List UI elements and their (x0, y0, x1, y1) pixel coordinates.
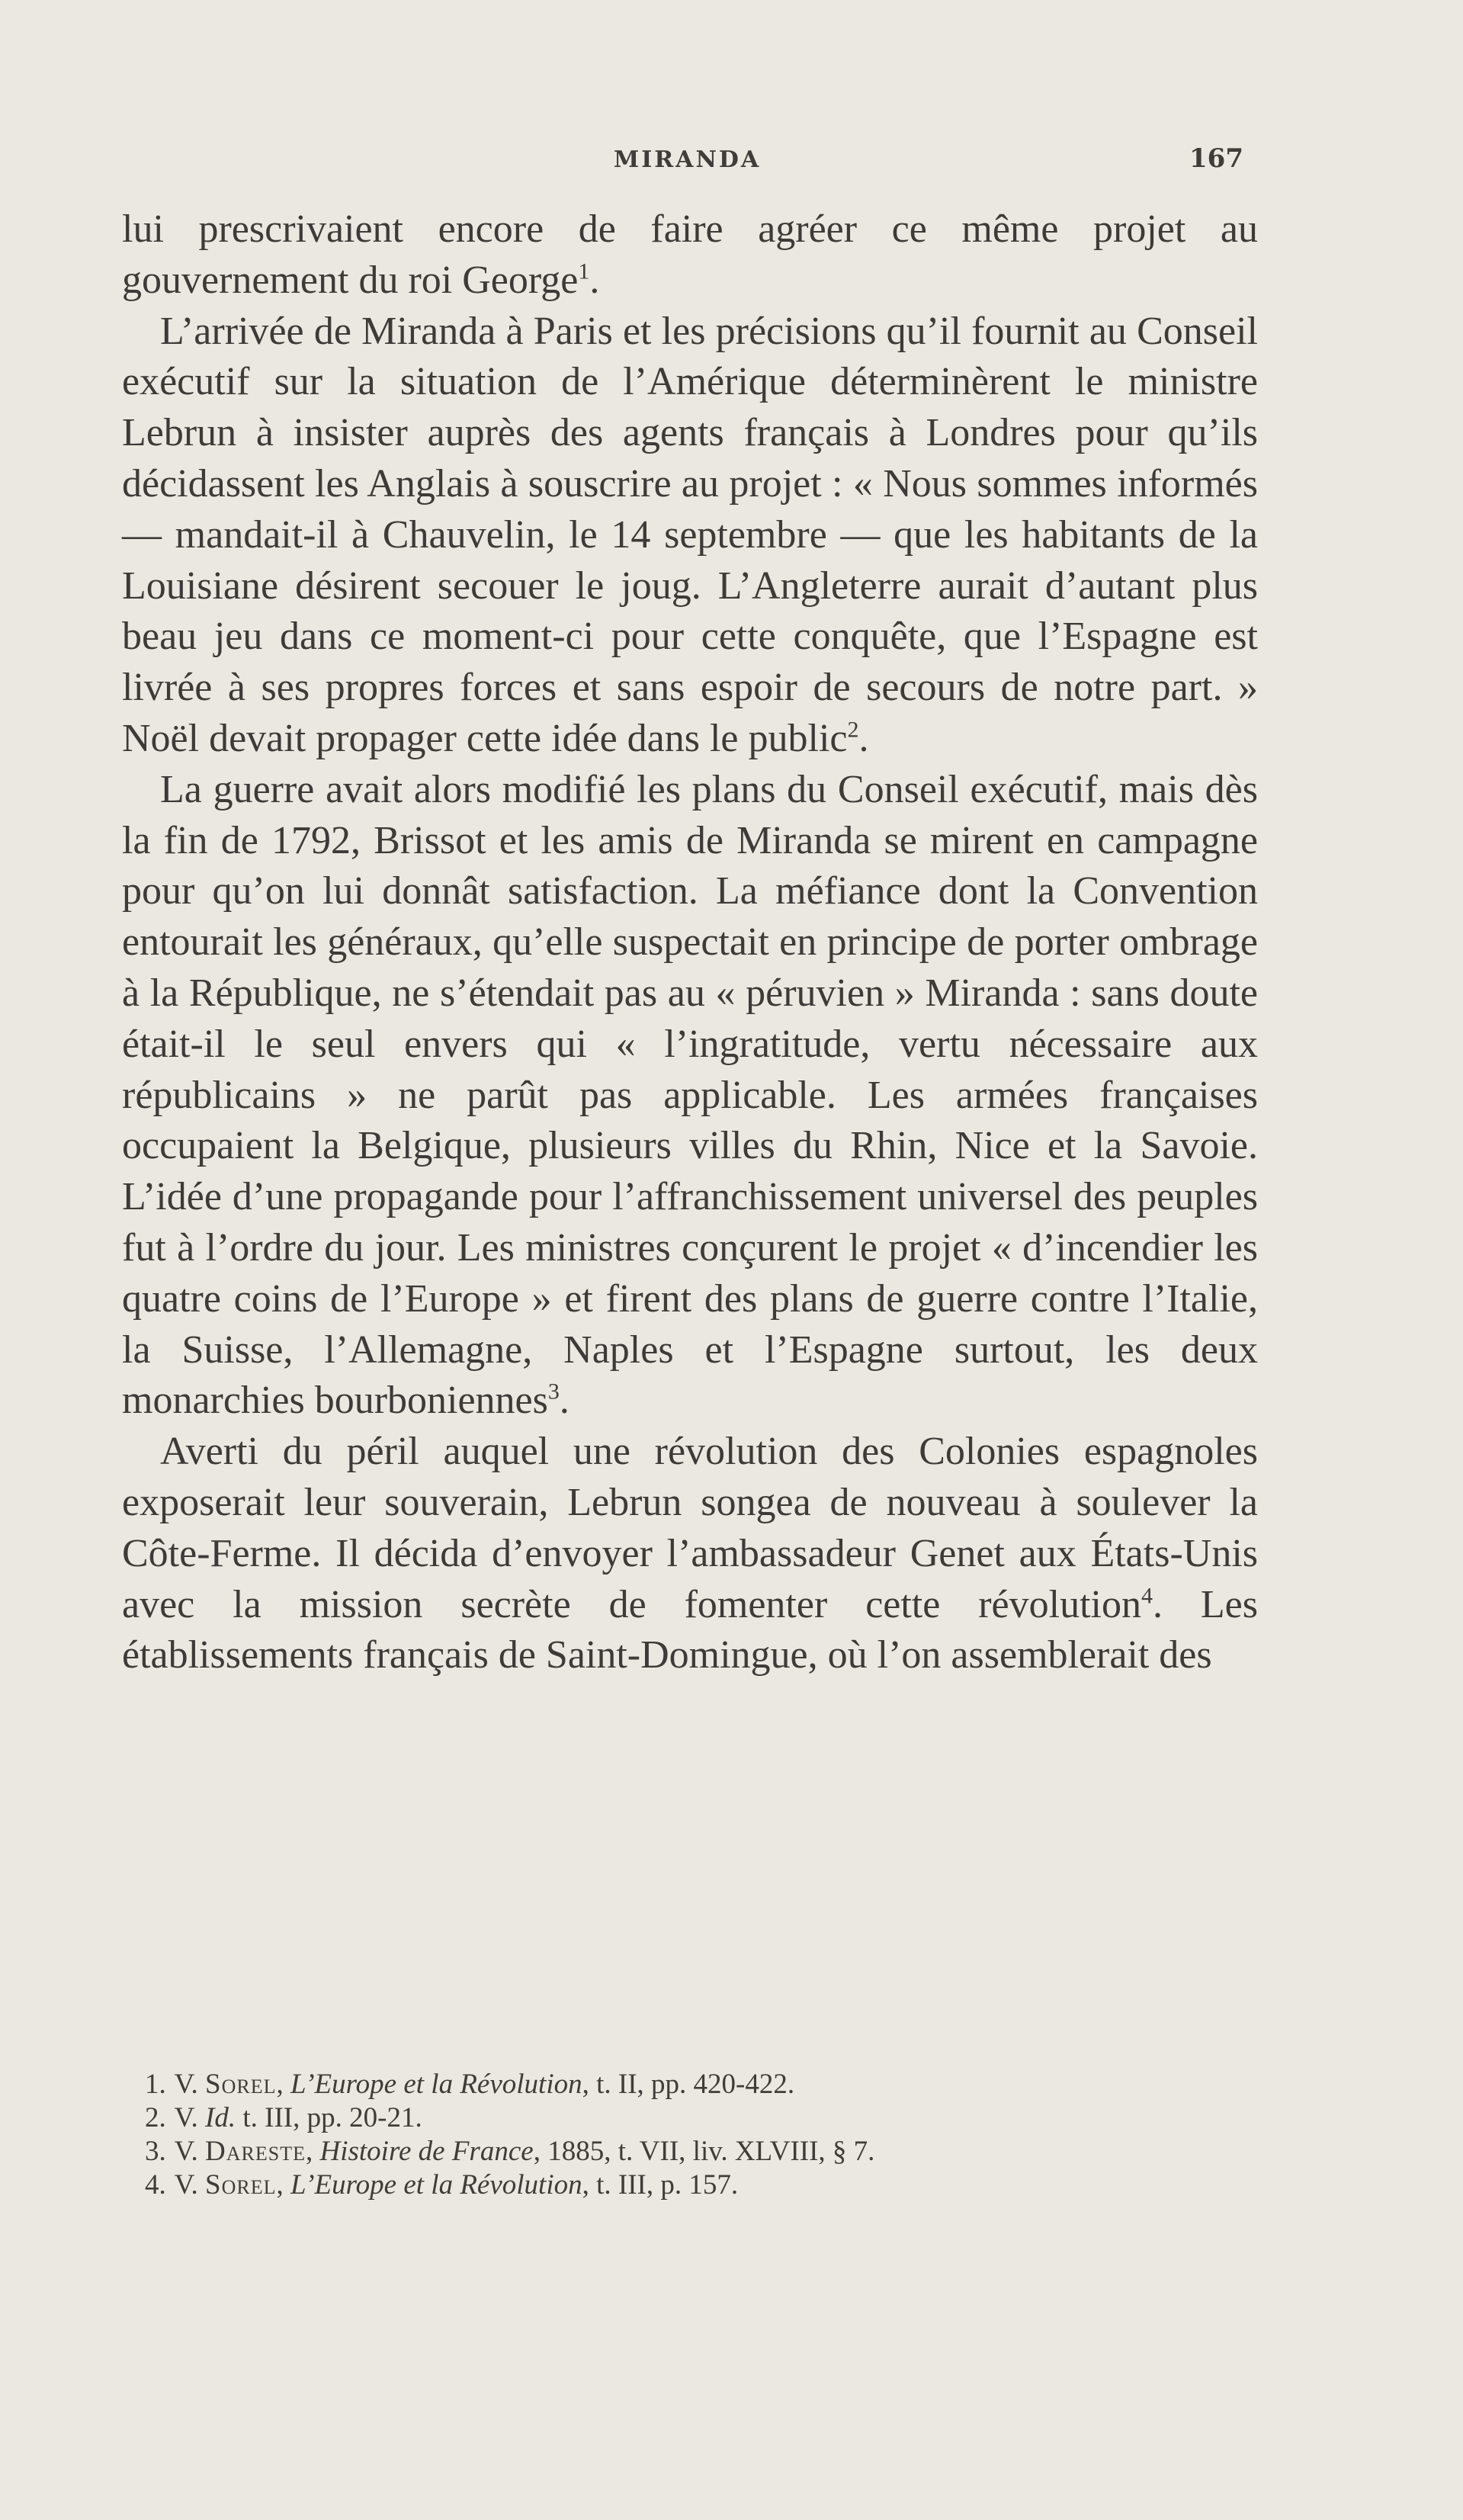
author-name: Sorel (205, 2169, 277, 2201)
paragraph-2-text: L’arrivée de Miranda à Paris et les précisions qu’il fournit au Conseil exécutif sur la situation de l’Amérique déterminèrent le ministre Lebrun à insister auprès des agents français à Londres pour qu’ils décidassent les Anglais à souscrire au projet : « Nous sommes informés — mandait-il à Chauvelin, le 14 septembre — que les habitants de la Louisiane désirent secouer le joug. L’Angleterre aurait d’autant plus beau jeu dans ce moment-ci pour cette conquête, que l’Espagne est livrée à ses propres forces et sans espoir de secours de notre part. » Noël devait propager cette idée dans le public (122, 309, 1258, 760)
footnote-number: 2. (145, 2102, 166, 2133)
footnote-text: t. III, pp. 20-21. (236, 2102, 422, 2133)
footnote-ref-2: 2 (847, 717, 859, 743)
footnote-ref-4: 4 (1141, 1583, 1153, 1609)
footnote-1 (145, 2068, 1243, 2101)
paragraph-3-text: La guerre avait alors modifié les plans du Conseil exécutif, mais dès la fin de 1792, Brissot et les amis de Miranda se mirent en campagne pour qu’on lui donnât satisfaction. La méfiance dont la Convention entourait les généraux, qu’elle suspectait en principe de porter ombrage à la République, ne s’étendait pas au « péruvien » Miranda : sans doute était-il le seul envers qui « l’ingratitude, vertu nécessaire aux républicains » ne parût pas applicable. Les armées françaises occupaient la Belgique, plusieurs villes du Rhin, Nice et la Savoie. L’idée d’une propagande pour l’affranchissement universel des peuples fut à l’ordre du jour. Les ministres conçurent le projet « d’incendier les quatre coins de l’Europe » et firent des plans de guerre contre l’Italie, la Suisse, l’Allemagne, Naples et l’Espagne surtout, les deux monarchies bourboniennes (122, 767, 1258, 1423)
work-title: Id. (205, 2102, 236, 2133)
work-title: L’Europe et la Révolution (290, 2069, 582, 2100)
footnotes (145, 2068, 1243, 2202)
paragraph-4 (122, 1427, 1258, 1681)
footnote-text: , t. III, p. 157. (582, 2169, 739, 2201)
footnote-number: 3. (145, 2136, 166, 2167)
running-title: MIRANDA (614, 146, 762, 173)
paragraph-1-text: lui prescrivaient encore de faire agréer ce même projet au gouvernement du roi George (122, 207, 1258, 302)
footnote-text: , (276, 2069, 291, 2100)
footnote-number: 4. (145, 2169, 166, 2201)
footnote-text: , 1885, t. VII, liv. XLVIII, § 7. (533, 2136, 875, 2167)
page-number: 167 (1189, 143, 1243, 174)
footnote-text: V. (174, 2136, 206, 2167)
paragraph-3 (122, 765, 1258, 1427)
body-text (122, 204, 1258, 1681)
footnote-ref-1: 1 (578, 258, 590, 284)
footnote-text: V. (174, 2069, 206, 2100)
footnote-3 (145, 2135, 1243, 2168)
work-title: L’Europe et la Révolution (290, 2169, 582, 2201)
footnote-text: V. (174, 2102, 206, 2133)
paragraph-1 (122, 204, 1258, 307)
paragraph-4-text: Averti du péril auquel une révolution des Colonies espagnoles exposerait leur souverain, Lebrun songea de nouveau à soulever la Côte-Ferme. Il décida d’envoyer l’ambassadeur Genet aux États-Unis avec la mission secrète de fomenter cette révolution (122, 1430, 1258, 1626)
footnote-text: , (276, 2169, 291, 2201)
page-header (0, 143, 1463, 185)
paragraph-2 (122, 307, 1258, 765)
footnote-2 (145, 2101, 1243, 2135)
paragraph-2-end: . (858, 716, 869, 760)
paragraph-1-end: . (589, 258, 600, 302)
footnote-number: 1. (145, 2069, 166, 2100)
footnote-4 (145, 2168, 1243, 2202)
footnote-text: V. (174, 2169, 206, 2201)
footnote-ref-3: 3 (547, 1379, 560, 1404)
author-name: Dareste (205, 2136, 306, 2167)
paragraph-4-end: . Les établissements français de Saint-Domingue, où l’on assemblerait des (122, 1582, 1258, 1677)
footnote-text: , t. II, pp. 420-422. (582, 2069, 795, 2100)
paragraph-3-end: . (559, 1379, 569, 1423)
author-name: Sorel (205, 2069, 277, 2100)
footnote-text: , (306, 2136, 320, 2167)
work-title: Histoire de France (319, 2136, 534, 2167)
